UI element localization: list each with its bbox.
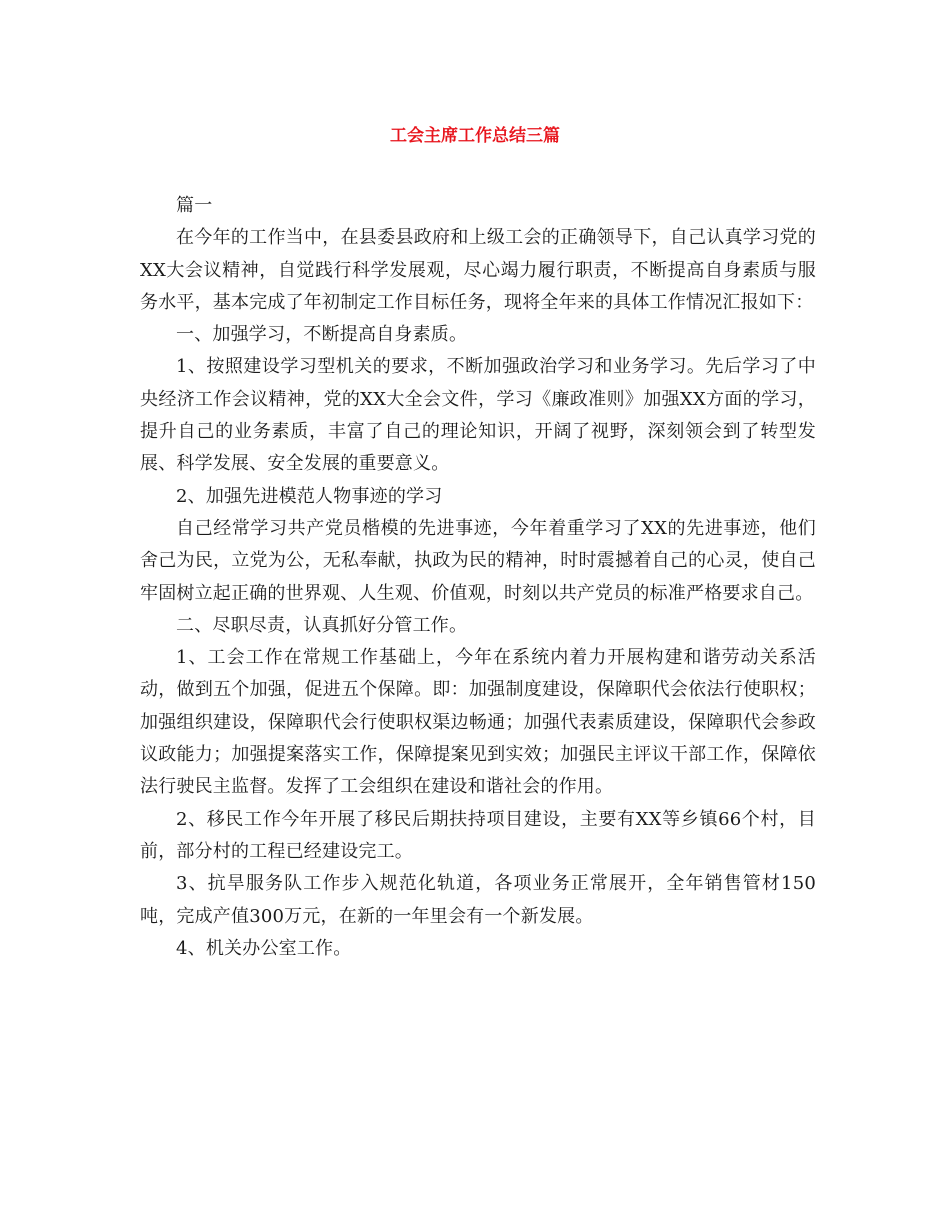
body-paragraph: 3、抗旱服务队工作步入规范化轨道，各项业务正常展开，全年销售管材150吨，完成产值300万元，在新的一年里会有一个新发展。 (140, 873, 816, 927)
section-heading: 篇一 (176, 195, 213, 216)
intro-paragraph: 在今年的工作当中，在县委县政府和上级工会的正确领导下，自己认真学习党的XX大会议精神，自觉践行科学发展观，尽心竭力履行职责，不断提高自身素质与服务水平，基本完成了年初制定工作目标任务，现将全年来的具体工作情况汇报如下： (140, 227, 816, 313)
body-paragraph: 自己经常学习共产党员楷模的先进事迹，今年着重学习了XX的先进事迹，他们舍己为民，立党为公，无私奉献，执政为民的精神，时时震撼着自己的心灵，使自己牢固树立起正确的世界观、人生观、价值观，时刻以共产党员的标准严格要求自己。 (140, 517, 816, 604)
document-body (140, 190, 816, 965)
document-title: 工会主席工作总结三篇 (390, 126, 560, 146)
subsection-heading: 4、机关办公室工作。 (176, 937, 352, 959)
section-heading: 二、尽职尽责，认真抓好分管工作。 (176, 614, 468, 636)
section-heading: 一、加强学习，不断提高自身素质。 (176, 324, 468, 346)
body-paragraph: 1、工会工作在常规工作基础上，今年在系统内着力开展构建和谐劳动关系活动，做到五个加强，促进五个保障。即：加强制度建设，保障职代会依法行使职权；加强组织建设，保障职代会行使职权渠边畅通；加强代表素质建设，保障职代会参政议政能力；加强提案落实工作，保障提案见到实效；加强民主评议干部工作，保障依法行驶民主监督。发挥了工会组织在建设和谐社会的作用。 (140, 647, 816, 798)
body-paragraph: 2、移民工作今年开展了移民后期扶持项目建设，主要有XX等乡镇66个村，目前，部分村的工程已经建设完工。 (140, 808, 816, 862)
subsection-heading: 2、加强先进模范人物事迹的学习 (176, 485, 443, 507)
body-paragraph: 1、按照建设学习型机关的要求，不断加强政治学习和业务学习。先后学习了中央经济工作会议精神，党的XX大全会文件，学习《廉政准则》加强XX方面的学习，提升自己的业务素质，丰富了自己的理论知识，开阔了视野，深刻领会到了转型发展、科学发展、安全发展的重要意义。 (140, 356, 816, 475)
